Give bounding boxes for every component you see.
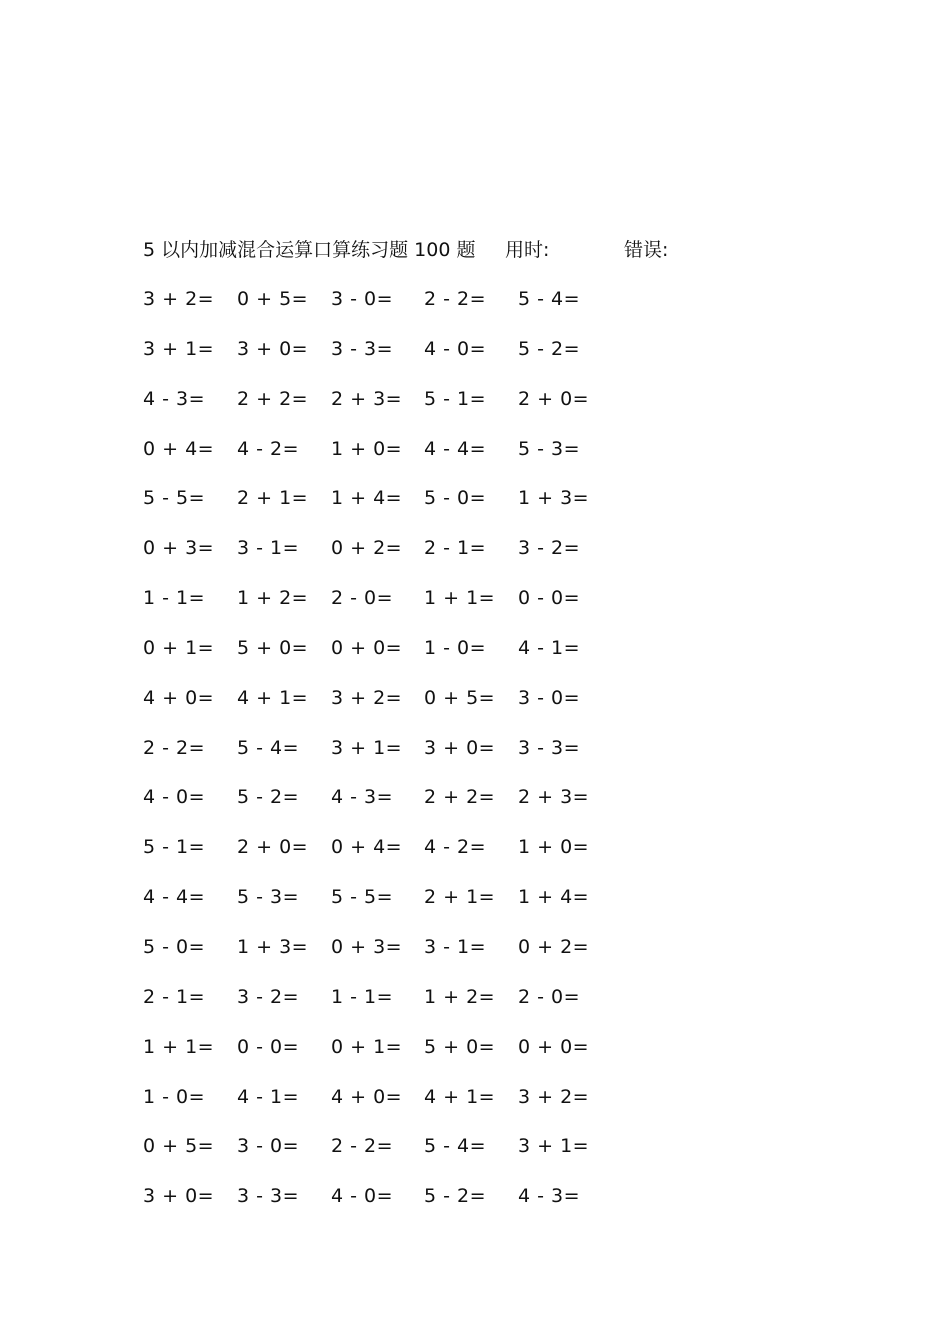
math-problem: 0 + 4= [331, 836, 403, 859]
math-problem: 5 - 2= [237, 786, 300, 809]
math-problem: 1 + 2= [237, 587, 309, 610]
math-problem: 0 + 5= [424, 686, 496, 709]
math-problem: 4 - 3= [331, 786, 394, 809]
math-problem: 5 - 0= [143, 935, 206, 958]
math-problem: 3 - 3= [331, 337, 394, 360]
math-problem: 3 + 2= [331, 686, 403, 709]
math-problem: 2 + 2= [237, 387, 309, 410]
math-problem: 3 + 0= [424, 736, 496, 759]
math-problem: 1 + 1= [143, 1035, 215, 1058]
math-problem: 4 + 0= [331, 1085, 403, 1108]
math-problem: 5 - 3= [518, 437, 581, 460]
math-problem: 3 - 3= [237, 1185, 300, 1208]
math-problem: 0 + 1= [143, 636, 215, 659]
math-problem: 5 - 1= [424, 387, 487, 410]
math-problem: 0 + 2= [518, 935, 590, 958]
math-problem: 1 - 0= [143, 1085, 206, 1108]
math-problem: 1 + 3= [237, 935, 309, 958]
math-problem: 2 + 1= [237, 487, 309, 510]
math-problem: 2 + 0= [237, 836, 309, 859]
math-problem: 5 - 4= [424, 1135, 487, 1158]
math-problem: 3 + 0= [143, 1185, 215, 1208]
math-problem: 2 - 1= [143, 985, 206, 1008]
math-problem: 5 - 5= [331, 886, 394, 909]
math-problem: 4 - 2= [237, 437, 300, 460]
math-problem: 3 - 2= [237, 985, 300, 1008]
worksheet-title: 5 以内加减混合运算口算练习题 100 题 [143, 239, 476, 261]
math-problem: 2 - 2= [424, 288, 487, 310]
math-problem: 3 - 1= [237, 537, 300, 560]
math-problem: 0 + 5= [237, 288, 309, 310]
math-problem: 5 - 3= [237, 886, 300, 909]
math-problem: 2 - 2= [143, 736, 206, 759]
math-problem: 1 + 1= [424, 587, 496, 610]
math-problem: 5 - 4= [237, 736, 300, 759]
math-problem: 2 + 2= [424, 786, 496, 809]
math-problem: 5 - 4= [518, 288, 581, 310]
math-problem: 2 + 3= [518, 786, 590, 809]
math-problem: 3 - 2= [518, 537, 581, 560]
math-problem: 4 - 1= [518, 636, 581, 659]
math-problem: 2 + 3= [331, 387, 403, 410]
math-problem: 4 - 0= [331, 1185, 394, 1208]
math-problem: 0 + 1= [331, 1035, 403, 1058]
math-problem: 0 + 0= [518, 1035, 590, 1058]
math-problem: 0 + 3= [331, 935, 403, 958]
math-problem: 2 - 0= [518, 985, 581, 1008]
math-problem: 5 - 2= [518, 337, 581, 360]
math-problem: 5 - 1= [143, 836, 206, 859]
math-problem: 1 + 2= [424, 985, 496, 1008]
math-problem: 4 - 4= [424, 437, 487, 460]
math-problem: 4 - 0= [143, 786, 206, 809]
math-problem: 0 + 2= [331, 537, 403, 560]
math-problem: 1 + 4= [518, 886, 590, 909]
math-problem: 2 - 1= [424, 537, 487, 560]
math-problem: 0 + 5= [143, 1135, 215, 1158]
math-problem: 5 - 0= [424, 487, 487, 510]
math-problem: 1 + 0= [518, 836, 590, 859]
math-problem: 2 - 2= [331, 1135, 394, 1158]
math-problem: 3 - 0= [237, 1135, 300, 1158]
math-problem: 2 - 0= [331, 587, 394, 610]
math-problem: 1 + 4= [331, 487, 403, 510]
math-problem: 0 - 0= [518, 587, 581, 610]
math-problem: 5 - 5= [143, 487, 206, 510]
math-problem: 3 - 0= [518, 686, 581, 709]
math-problem: 4 - 1= [237, 1085, 300, 1108]
math-problem: 1 + 0= [331, 437, 403, 460]
math-problem: 1 - 0= [424, 636, 487, 659]
math-problem: 0 + 3= [143, 537, 215, 560]
math-problem: 4 + 1= [424, 1085, 496, 1108]
math-problem: 3 - 1= [424, 935, 487, 958]
math-problem: 3 + 2= [143, 288, 215, 310]
math-problem: 4 - 3= [518, 1185, 581, 1208]
math-problem: 0 - 0= [237, 1035, 300, 1058]
math-problem: 2 + 1= [424, 886, 496, 909]
math-problem: 3 - 3= [518, 736, 581, 759]
math-problem: 5 + 0= [424, 1035, 496, 1058]
errors-label: 错误: [624, 239, 669, 261]
math-problem: 2 + 0= [518, 387, 590, 410]
math-problem: 5 + 0= [237, 636, 309, 659]
math-problem: 4 - 2= [424, 836, 487, 859]
math-problem: 1 + 3= [518, 487, 590, 510]
math-problem: 3 + 2= [518, 1085, 590, 1108]
math-problem: 1 - 1= [331, 985, 394, 1008]
math-problem: 3 + 1= [518, 1135, 590, 1158]
math-problem: 1 - 1= [143, 587, 206, 610]
math-problem: 0 + 0= [331, 636, 403, 659]
math-problem: 4 - 3= [143, 387, 206, 410]
math-problem: 5 - 2= [424, 1185, 487, 1208]
math-problem: 4 - 0= [424, 337, 487, 360]
math-problem: 3 + 1= [331, 736, 403, 759]
math-problem: 3 - 0= [331, 288, 394, 310]
math-problem: 4 + 1= [237, 686, 309, 709]
time-label: 用时: [505, 239, 550, 261]
math-problem: 4 - 4= [143, 886, 206, 909]
math-problem: 4 + 0= [143, 686, 215, 709]
math-problem: 3 + 1= [143, 337, 215, 360]
math-problem: 0 + 4= [143, 437, 215, 460]
math-problem: 3 + 0= [237, 337, 309, 360]
